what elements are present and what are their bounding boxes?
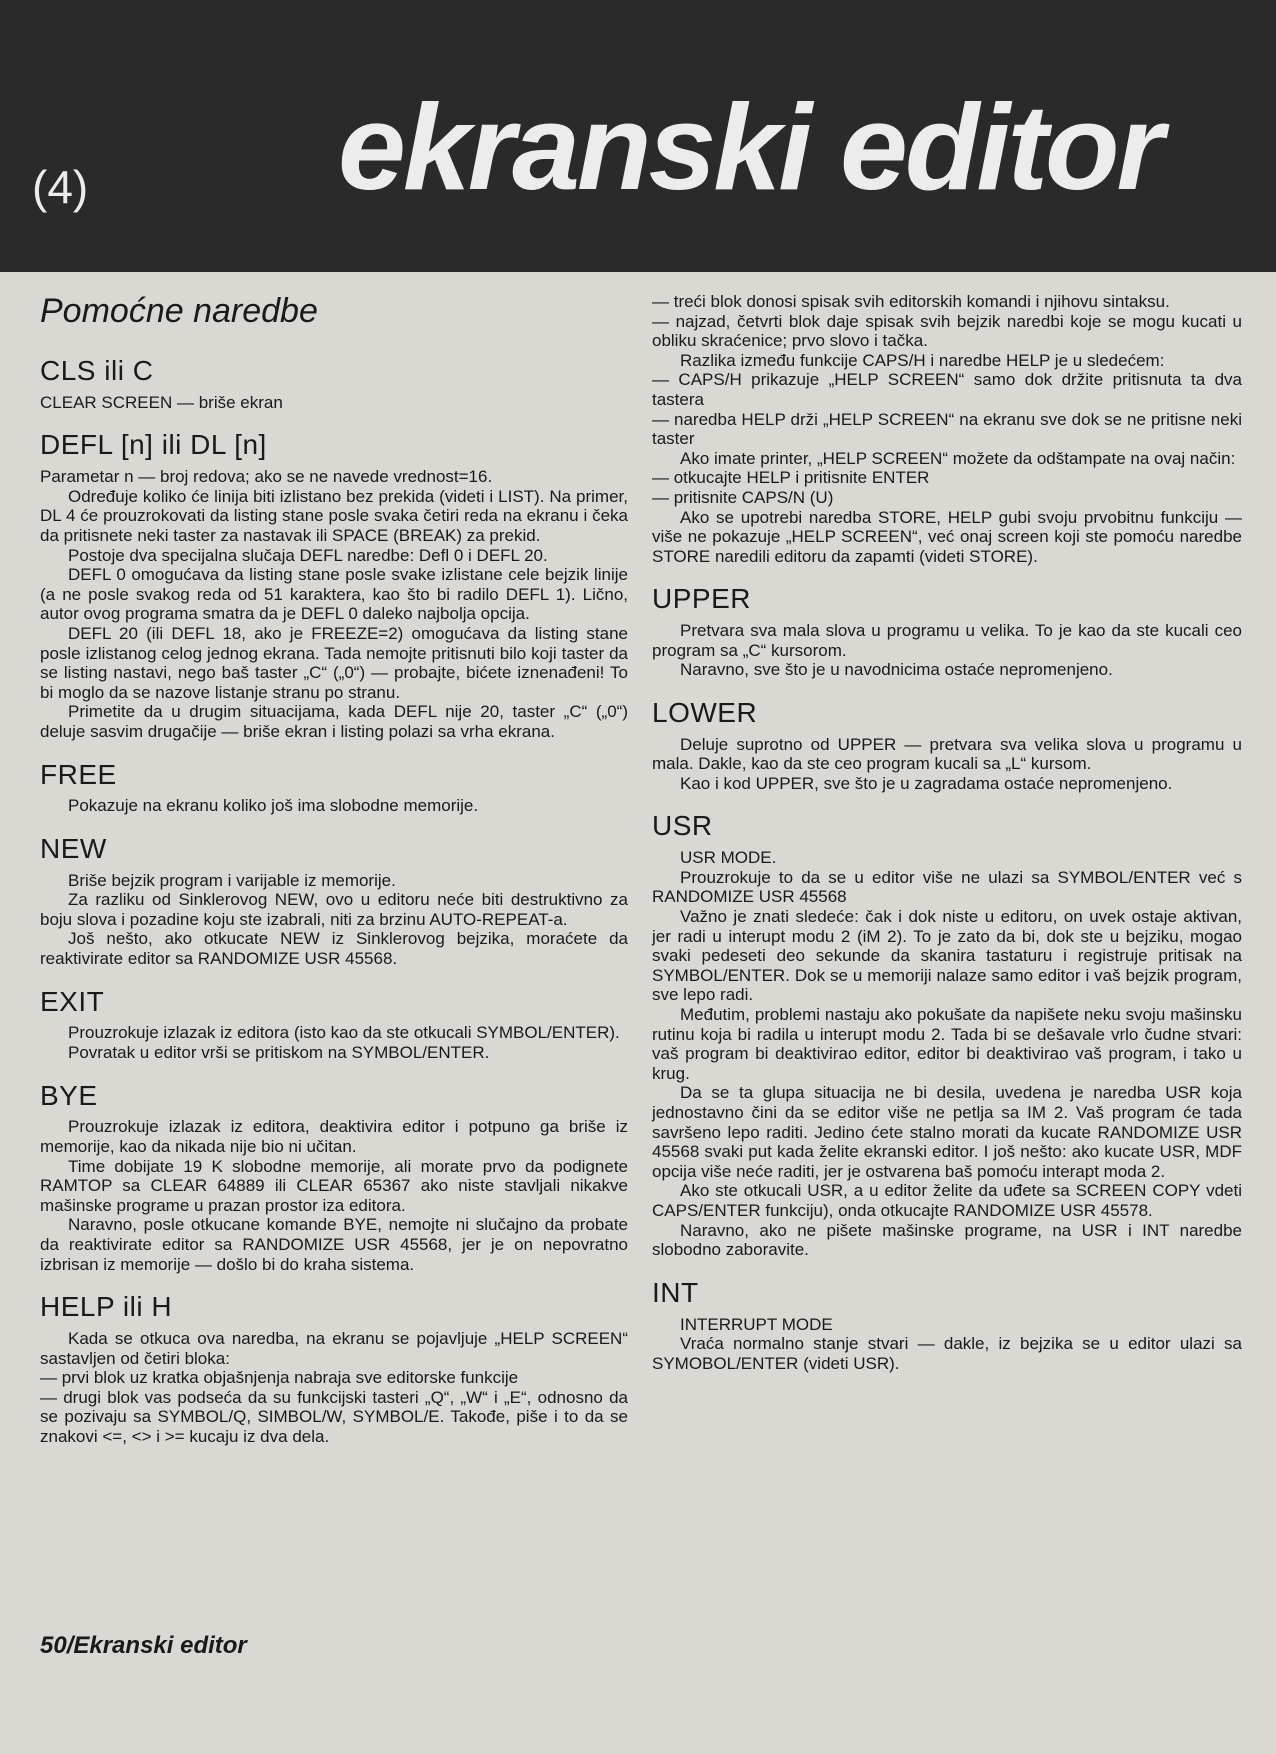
- bye-text: Time dobijate 19 K slobodne memorije, ali morate prvo da podignete RAMTOP sa CLEAR 64889 ili CLEAR 65367 ako niste stavljali nikakve mašinske programe u prazan prostor iza editora.: [40, 1156, 628, 1215]
- cls-heading: CLS ili C: [40, 355, 154, 386]
- free-heading: FREE: [40, 758, 117, 790]
- right-column: [652, 292, 1242, 1373]
- upper-heading: UPPER: [652, 583, 751, 615]
- chapter-title: ekranski editor: [338, 79, 1161, 215]
- help-heading: HELP ili H: [40, 1291, 173, 1323]
- free-text: Pokazuje na ekranu koliko još ima slobodne memorije.: [68, 796, 479, 816]
- usr-heading: USR: [652, 810, 713, 842]
- help-cont-text: Ako imate printer, „HELP SCREEN“ možete da odštampate na ovaj način:: [680, 448, 1236, 468]
- defl-text: Postoje dva specijalna slučaja DEFL naredbe: Defl 0 i DEFL 20.: [68, 545, 548, 565]
- usr-text: Naravno, ako ne pišete mašinske programe, na USR i INT naredbe slobodno zaboravite.: [652, 1220, 1242, 1260]
- int-heading: INT: [652, 1276, 699, 1308]
- cls-text: CLEAR SCREEN — briše ekran: [40, 392, 283, 412]
- new-text: Još nešto, ako otkucate NEW iz Sinklerovog bejzika, moraćete da reaktivirate editor sa RANDOMIZE USR 45568.: [40, 929, 628, 969]
- usr-text: Prouzrokuje to da se u editor više ne ulazi sa SYMBOL/ENTER već s RANDOMIZE USR 45568: [652, 867, 1242, 907]
- lower-heading: LOWER: [652, 696, 758, 728]
- chapter-number: (4): [32, 161, 89, 213]
- help-cont-text: — pritisnite CAPS/N (U): [652, 487, 834, 507]
- int-text: INTERRUPT MODE: [680, 1314, 833, 1334]
- help-text: — prvi blok uz kratka objašnjenja nabraja sve editorske funkcije: [40, 1368, 519, 1388]
- help-cont-text: Razlika između funkcije CAPS/H i naredbe HELP je u sledećem:: [680, 350, 1165, 370]
- exit-text: Povratak u editor vrši se pritiskom na SYMBOL/ENTER.: [68, 1043, 490, 1063]
- usr-text: Ako ste otkucali USR, a u editor želite da uđete sa SCREEN COPY vdeti CAPS/ENTER funkciju), onda otkucajte RANDOMIZE USR 45578.: [652, 1181, 1242, 1220]
- bye-text: Naravno, posle otkucane komande BYE, nemojte ni slučajno da probate da reaktivirate editor sa RANDOMIZE USR 45568, jer je on nepovratno izbrisan iz memorije — došlo bi do kraha sistema.: [40, 1215, 628, 1274]
- help-cont-text: — najzad, četvrti blok daje spisak svih bejzik naredbi koje se mogu kucati u obliku skraćenice; prvo slovo i tačka.: [652, 311, 1242, 351]
- help-cont-text: — treći blok donosi spisak svih editorskih komandi i njihovu sintaksu.: [652, 292, 1170, 311]
- bye-text: Prouzrokuje izlazak iz editora, deaktivira editor i potpuno ga briše iz memorije, kao da nikada nije bio ni učitan.: [40, 1117, 628, 1157]
- upper-text: Pretvara sva mala slova u programu u velika. To je kao da ste kucali ceo program sa „C“ kursorom.: [652, 621, 1242, 660]
- upper-text: Naravno, sve što je u navodnicima ostaće nepromenjeno.: [680, 660, 1113, 680]
- new-text: Za razliku od Sinklerovog NEW, ovo u editoru neće biti destruktivno za boju slova i pozadine koju ste izabrali, niti za brzinu AUTO-REPEAT-a.: [40, 890, 628, 929]
- help-text: Kada se otkuca ova naredba, na ekranu se pojavljuje „HELP SCREEN“ sastavljen od četiri bloka:: [40, 1328, 628, 1368]
- help-cont-text: Ako se upotrebi naredba STORE, HELP gubi svoju prvobitnu funkciju — više ne pokazuje „HELP SCREEN“, već onaj screen koji ste pomoću naredbe STORE naredili editoru da zapamti (videti STORE).: [652, 507, 1242, 566]
- help-text: — drugi blok vas podseća da su funkcijski tasteri „Q“, „W“ i „E“, odnosno da se pozivaju sa SYMBOL/Q, SIMBOL/W, SYMBOL/E. Takođe, piše i to da se znakovi <=, <> i >= kucaju iz dva dela.: [40, 1387, 628, 1446]
- usr-text: Međutim, problemi nastaju ako pokušate da napišete neku svoju mašinsku rutinu koja bi radila u interupt modu 2. Tada bi se dešavale vrlo čudne stvari: vaš program bi deaktivirao editor, editor bi deaktivirao vaš program, i tako u krug.: [652, 1005, 1242, 1083]
- page-footer: 50/Ekranski editor: [40, 1632, 247, 1659]
- new-text: Briše bejzik program i varijable iz memorije.: [68, 870, 396, 890]
- lower-text: Deluje suprotno od UPPER — pretvara sva velika slova u programu u mala. Dakle, kao da ste ceo program kucali sa „L“ kursom.: [652, 734, 1242, 774]
- section-title: Pomoćne naredbe: [40, 292, 318, 330]
- defl-text: DEFL 0 omogućava da listing stane posle svake izlistane cele bejzik linije (a ne posle svakog reda od 51 karaktera, kao što bi radilo DEFL 1). Lično, autor ovog programa smatra da je DEFL 0 daleko najbolja opcija.: [40, 565, 628, 624]
- defl-heading: DEFL [n] ili DL [n]: [40, 429, 267, 461]
- usr-text: USR MODE.: [680, 848, 777, 868]
- help-cont-text: — CAPS/H prikazuje „HELP SCREEN“ samo dok držite pritisnuta ta dva tastera: [652, 370, 1242, 409]
- defl-text: Određuje koliko će linija biti izlistano bez prekida (videti i LIST). Na primer, DL 4 će prouzrokovati da listing stane posle svaka četiri reda na ekranu i čeka da pritisnete neki taster za nastavak ili SPACE (BREAK) za prekid.: [40, 486, 628, 545]
- new-heading: NEW: [40, 832, 107, 864]
- lower-text: Kao i kod UPPER, sve što je u zagradama ostaće nepromenjeno.: [680, 773, 1173, 793]
- defl-text: Primetite da u drugim situacijama, kada DEFL nije 20, taster „C“ („0“) deluje sasvim drugačije — briše ekran i listing polazi sa vrha ekrana.: [40, 702, 628, 741]
- defl-param: Parametar n — broj redova; ako se ne navede vrednost=16.: [40, 467, 493, 487]
- bye-heading: BYE: [40, 1079, 98, 1111]
- exit-heading: EXIT: [40, 985, 105, 1017]
- int-text: Vraća normalno stanje stvari — dakle, iz bejzika se u editor ulazi sa SYMOBOL/ENTER (videti USR).: [652, 1334, 1242, 1373]
- left-column: [40, 288, 628, 1447]
- defl-text: DEFL 20 (ili DEFL 18, ako je FREEZE=2) omogućava da listing stane posle izlistanog celog jednog ekrana. Tada nemojte pritisnuti bilo koji taster da se listing nastavi, nego baš taster „C“ („0“) — probajte, bićete iznenađeni! To bi moglo da se nazove listanje stranu po stranu.: [40, 623, 628, 702]
- usr-text: Da se ta glupa situacija ne bi desila, uvedena je naredba USR koja jednostavno čini da se editor više ne petlja sa IM 2. Vaš program će tada savršeno lepo raditi. Jedino ćete stalno morati da kucate RANDOMIZE USR 45568 svaki put kada želite ekranski editor. I još nešto: ako kucate USR, MDF opcija više neće raditi, jer je ostvarena baš pomoću interapt moda 2.: [652, 1083, 1242, 1181]
- help-cont-text: — naredba HELP drži „HELP SCREEN“ na ekranu sve dok se ne pritisne neki taster: [652, 409, 1242, 449]
- usr-text: Važno je znati sledeće: čak i dok niste u editoru, on uvek ostaje aktivan, jer radi u interupt modu 2 (iM 2). To je zato da bi, dok ste u bejziku, mogao svaki pedeseti deo sekunde da skanira tastaturu i registruje pritisak na SYMBOL/ENTER. Dok se u memoriji nalaze samo editor i vaš bejzik program, sve lepo radi.: [652, 907, 1242, 1005]
- help-cont-text: — otkucajte HELP i pritisnite ENTER: [652, 468, 930, 488]
- exit-text: Prouzrokuje izlazak iz editora (isto kao da ste otkucali SYMBOL/ENTER).: [68, 1023, 620, 1043]
- chapter-header: [0, 0, 1276, 272]
